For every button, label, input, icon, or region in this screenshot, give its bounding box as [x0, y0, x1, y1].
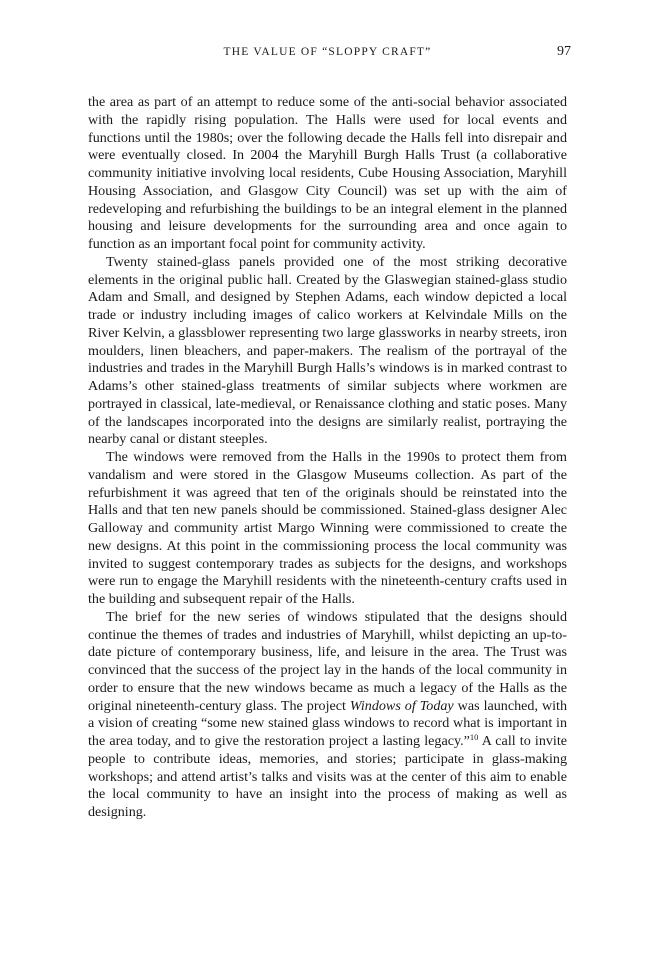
- page-number: 97: [557, 44, 571, 59]
- paragraph-text: A call to invite people to contribute ideas, memories, and stories; participate in glass-making workshops; and attend artist’s talks and visits was at the center of this aim to enable the local community to have an insight into the process of making as well as designing.: [88, 733, 567, 820]
- paragraph: the area as part of an attempt to reduce some of the anti-social behavior associated with the rapidly rising population. The Halls were used for local events and functions until the 1980s; over the following decade the Halls fell into disrepair and were eventually closed. In 2004 the Maryhill Burgh Halls Trust (a collaborative community initiative involving local residents, Cube Housing Association, Maryhill Housing Association, and Glasgow City Council) was set up with the aim of redeveloping and refurbishing the buildings to be an integral element in the planned housing and leisure developments for the surrounding area and once again to function as an important focal point for community activity.: [88, 94, 567, 252]
- paragraph: Twenty stained-glass panels provided one of the most striking decorative elements in the original public hall. Created by the Glaswegian stained-glass studio Adam and Small, and designed by Stephen Adams, each window depicted a local trade or industry including images of calico workers at Kelvindale Mills on the River Kelvin, a glassblower representing two large glassworks in nearby streets, iron moulders, linen bleachers, and paper-makers. The realism of the portrayal of the industries and trades in the Maryhill Burgh Halls’s windows is in marked contrast to Adams’s other stained-glass treatments of similar subjects where workmen are portrayed in classical, late-medieval, or Renaissance clothing and static poses. Many of the landscapes incorporated into the designs are similarly realist, portraying the nearby canal or distant steeples.: [88, 253, 567, 448]
- running-header: [88, 44, 571, 62]
- body-text: [88, 94, 567, 822]
- footnote-reference: 10: [469, 732, 479, 742]
- paragraph: [88, 609, 567, 822]
- running-title: THE VALUE OF “SLOPPY CRAFT”: [223, 46, 432, 58]
- paragraph-text: The brief for the new series of windows stipulated that the designs should continue the themes of trades and industries of Maryhill, whilst depicting an up-to-date picture of contemporary business, life, and leisure in the area. The Trust was convinced that the success of the project lay in the hands of the local community in order to ensure that the new windows became as much a legacy of the Halls as the original nineteenth-century glass. The project: [88, 608, 567, 714]
- quotation-text: was launched, with a vision of creating “some new stained glass windows to record what is important in the area today, and to give the restoration project a lasting legacy.”: [88, 697, 567, 749]
- project-title: Windows of Today: [349, 697, 454, 714]
- paragraph: The windows were removed from the Halls in the 1990s to protect them from vandalism and were stored in the Glasgow Museums collection. As part of the refurbishment it was agreed that ten of the originals should be reinstated into the Halls and that ten new panels should be commissioned. Stained-glass designer Alec Galloway and community artist Margo Winning were commissioned to create the new designs. At this point in the commissioning process the local community was invited to suggest contemporary trades as subjects for the designs, and workshops were run to engage the Maryhill residents with the nineteenth-century crafts used in the building and subsequent repair of the Halls.: [88, 449, 567, 607]
